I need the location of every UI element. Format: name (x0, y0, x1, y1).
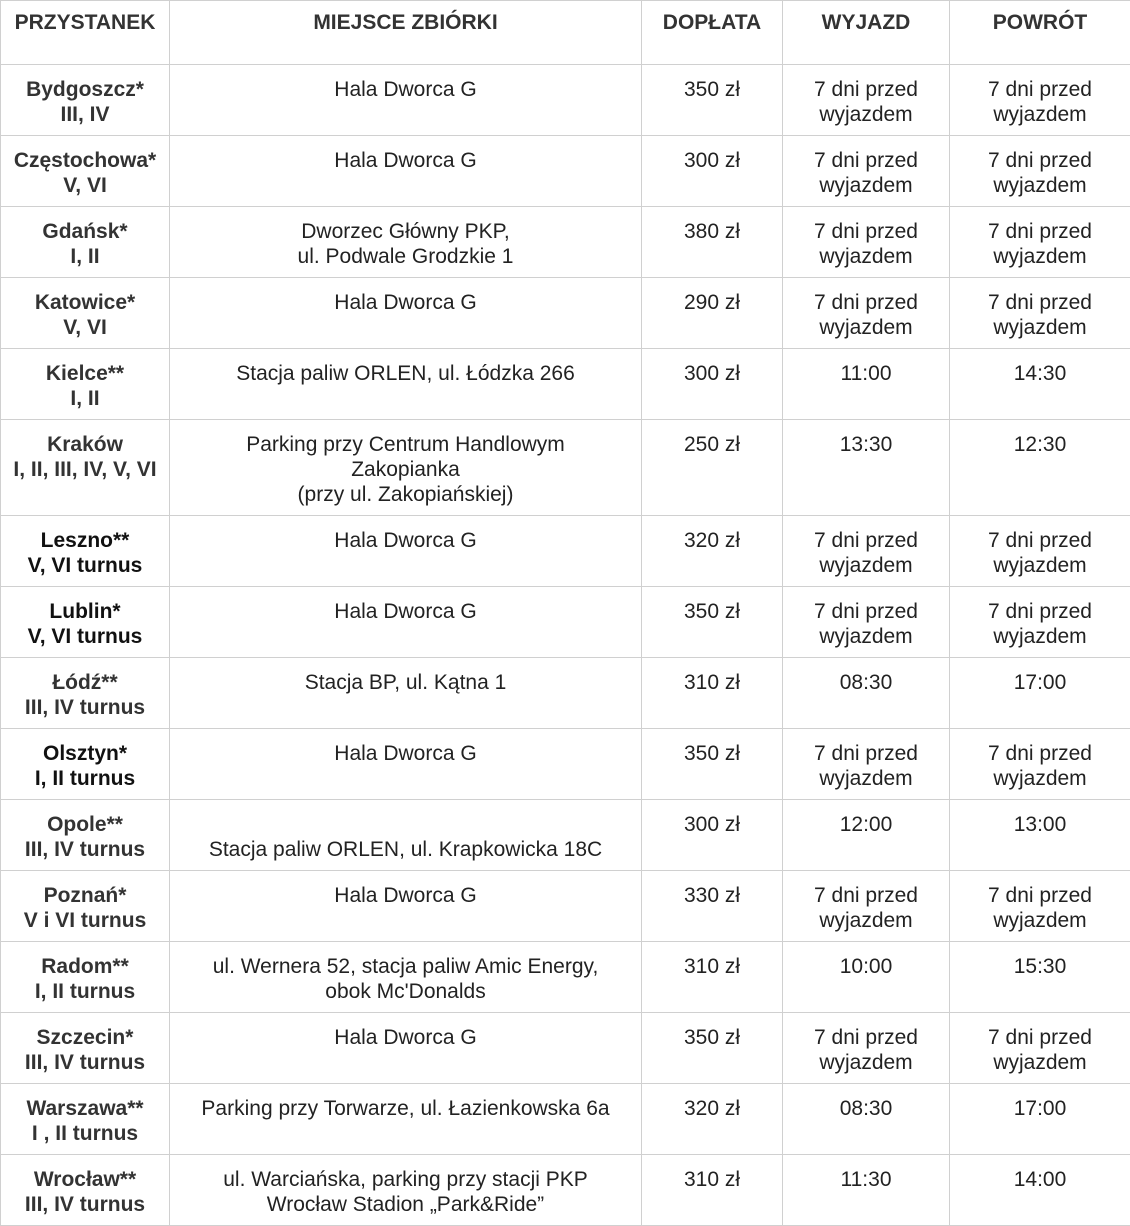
departure-cell-line: wyjazdem (787, 1050, 945, 1075)
return-cell (950, 1084, 1130, 1155)
return-cell (950, 207, 1130, 278)
departure-cell-line: 12:00 (787, 812, 945, 837)
departure-cell (783, 420, 950, 516)
meeting-place-cell (170, 871, 642, 942)
stop-cell-line: V, VI (5, 173, 165, 198)
return-cell (950, 800, 1130, 871)
stop-cell (1, 1155, 170, 1226)
surcharge-cell (642, 65, 783, 136)
surcharge-cell (642, 942, 783, 1013)
meeting-place-cell-line: Stacja paliw ORLEN, ul. Krapkowicka 18C (174, 837, 637, 862)
meeting-place-cell-line: Hala Dworca G (174, 528, 637, 553)
stop-cell-line: Lublin* (5, 599, 165, 624)
stop-cell (1, 800, 170, 871)
return-cell-line: 17:00 (954, 670, 1126, 695)
meeting-place-cell (170, 587, 642, 658)
return-cell (950, 516, 1130, 587)
header-row (1, 1, 1130, 65)
departure-cell-line: 7 dni przed (787, 77, 945, 102)
return-cell-line: 12:30 (954, 432, 1126, 457)
stop-cell-line: Warszawa** (5, 1096, 165, 1121)
table-row (1, 207, 1130, 278)
surcharge-cell-value: 250 zł (646, 432, 778, 457)
return-cell-line: 7 dni przed (954, 883, 1126, 908)
stop-cell (1, 420, 170, 516)
stop-cell-line: III, IV turnus (5, 1192, 165, 1217)
stop-cell-line: III, IV turnus (5, 1050, 165, 1075)
departure-cell-line: wyjazdem (787, 244, 945, 269)
departure-cell (783, 1084, 950, 1155)
return-cell-line: wyjazdem (954, 553, 1126, 578)
meeting-place-cell (170, 349, 642, 420)
table-row (1, 65, 1130, 136)
stop-cell-line: Poznań* (5, 883, 165, 908)
meeting-place-cell (170, 942, 642, 1013)
stop-cell-line: Gdańsk* (5, 219, 165, 244)
table-row (1, 658, 1130, 729)
meeting-place-cell-line: Wrocław Stadion „Park&Ride” (174, 1192, 637, 1217)
header-departure: WYJAZD (783, 1, 950, 65)
return-cell-line: 7 dni przed (954, 741, 1126, 766)
meeting-place-cell (170, 65, 642, 136)
meeting-place-cell (170, 1013, 642, 1084)
departure-cell-line: 7 dni przed (787, 148, 945, 173)
departure-cell-line: 7 dni przed (787, 219, 945, 244)
return-cell (950, 658, 1130, 729)
return-cell (950, 871, 1130, 942)
return-cell (950, 65, 1130, 136)
stop-cell-line: Leszno** (5, 528, 165, 553)
surcharge-cell (642, 729, 783, 800)
surcharge-cell-value: 310 zł (646, 1167, 778, 1192)
surcharge-cell-value: 290 zł (646, 290, 778, 315)
surcharge-cell (642, 1155, 783, 1226)
departure-cell-line: wyjazdem (787, 908, 945, 933)
meeting-place-cell (170, 420, 642, 516)
return-cell-line: 7 dni przed (954, 290, 1126, 315)
departure-cell (783, 207, 950, 278)
stop-cell (1, 278, 170, 349)
meeting-place-cell (170, 729, 642, 800)
table-row (1, 800, 1130, 871)
stop-cell-line: Katowice* (5, 290, 165, 315)
surcharge-cell-value: 350 zł (646, 599, 778, 624)
return-cell-line: 14:00 (954, 1167, 1126, 1192)
table-row (1, 1084, 1130, 1155)
surcharge-cell-value: 310 zł (646, 954, 778, 979)
meeting-place-cell-line: ul. Warciańska, parking przy stacji PKP (174, 1167, 637, 1192)
stop-cell-line: V, VI (5, 315, 165, 340)
departure-cell-line: 7 dni przed (787, 599, 945, 624)
meeting-place-cell (170, 1084, 642, 1155)
meeting-place-cell (170, 800, 642, 871)
return-cell-line: wyjazdem (954, 1050, 1126, 1075)
departure-cell (783, 65, 950, 136)
meeting-place-cell-line: Hala Dworca G (174, 290, 637, 315)
meeting-place-cell (170, 516, 642, 587)
departure-cell-line: 7 dni przed (787, 741, 945, 766)
return-cell-line: wyjazdem (954, 315, 1126, 340)
surcharge-cell-value: 330 zł (646, 883, 778, 908)
table-row (1, 871, 1130, 942)
departure-cell-line: wyjazdem (787, 553, 945, 578)
return-cell-line: 15:30 (954, 954, 1126, 979)
meeting-place-cell-line: ul. Podwale Grodzkie 1 (174, 244, 637, 269)
stop-cell-line: V i VI turnus (5, 908, 165, 933)
meeting-place-cell (170, 278, 642, 349)
meeting-place-cell-line: Parking przy Torwarze, ul. Łazienkowska 6a (174, 1096, 637, 1121)
meeting-place-cell (170, 207, 642, 278)
surcharge-cell-value: 380 zł (646, 219, 778, 244)
table-row (1, 587, 1130, 658)
meeting-place-cell-line: Stacja BP, ul. Kątna 1 (174, 670, 637, 695)
stop-cell-line: I, II turnus (5, 766, 165, 791)
table-row (1, 1013, 1130, 1084)
header-stop: PRZYSTANEK (1, 1, 170, 65)
surcharge-cell-value: 300 zł (646, 148, 778, 173)
meeting-place-cell-line: ul. Wernera 52, stacja paliw Amic Energy, (174, 954, 637, 979)
departure-cell-line: 7 dni przed (787, 528, 945, 553)
departure-cell-line: wyjazdem (787, 315, 945, 340)
meeting-place-cell (170, 1155, 642, 1226)
header-return: POWRÓT (950, 1, 1130, 65)
departure-cell-line: 11:00 (787, 361, 945, 386)
meeting-place-cell (170, 658, 642, 729)
surcharge-cell (642, 136, 783, 207)
surcharge-cell (642, 278, 783, 349)
return-cell (950, 278, 1130, 349)
meeting-place-cell-line: obok Mc'Donalds (174, 979, 637, 1004)
return-cell-line: 13:00 (954, 812, 1126, 837)
stop-cell-line: I, II, III, IV, V, VI (5, 457, 165, 482)
table-body (1, 65, 1130, 1226)
table-row (1, 516, 1130, 587)
surcharge-cell (642, 1013, 783, 1084)
return-cell-line: 7 dni przed (954, 219, 1126, 244)
meeting-place-cell (170, 136, 642, 207)
stop-cell (1, 658, 170, 729)
return-cell (950, 1155, 1130, 1226)
stop-cell (1, 942, 170, 1013)
departure-cell-line: wyjazdem (787, 766, 945, 791)
surcharge-cell (642, 800, 783, 871)
stop-cell-line: III, IV turnus (5, 695, 165, 720)
header-surcharge: DOPŁATA (642, 1, 783, 65)
departure-cell-line: 7 dni przed (787, 1025, 945, 1050)
stop-cell-line: V, VI turnus (5, 624, 165, 649)
stop-cell-line: I, II (5, 244, 165, 269)
return-cell-line: 7 dni przed (954, 528, 1126, 553)
table-row (1, 1155, 1130, 1226)
stop-cell-line: Szczecin* (5, 1025, 165, 1050)
table-row (1, 136, 1130, 207)
stop-cell-line: Wrocław** (5, 1167, 165, 1192)
table-row (1, 349, 1130, 420)
surcharge-cell (642, 871, 783, 942)
departure-cell-line: 7 dni przed (787, 883, 945, 908)
surcharge-cell-value: 350 zł (646, 77, 778, 102)
departure-cell-line: 13:30 (787, 432, 945, 457)
return-cell-line: 14:30 (954, 361, 1126, 386)
departure-cell (783, 800, 950, 871)
return-cell (950, 587, 1130, 658)
departure-cell (783, 658, 950, 729)
stop-cell (1, 207, 170, 278)
meeting-place-cell-line: Hala Dworca G (174, 148, 637, 173)
return-cell-line: 17:00 (954, 1096, 1126, 1121)
meeting-place-cell-line: (przy ul. Zakopiańskiej) (174, 482, 637, 507)
surcharge-cell-value: 320 zł (646, 528, 778, 553)
return-cell-line: wyjazdem (954, 624, 1126, 649)
departure-cell-line: wyjazdem (787, 624, 945, 649)
stop-cell-line: Kraków (5, 432, 165, 457)
meeting-place-cell-line: Hala Dworca G (174, 883, 637, 908)
return-cell-line: 7 dni przed (954, 77, 1126, 102)
surcharge-cell-value: 320 zł (646, 1096, 778, 1121)
surcharge-cell (642, 516, 783, 587)
departure-cell (783, 587, 950, 658)
stop-cell (1, 349, 170, 420)
departure-cell-line: wyjazdem (787, 173, 945, 198)
table-row (1, 729, 1130, 800)
meeting-place-cell-line: Hala Dworca G (174, 599, 637, 624)
meeting-place-cell-line: Zakopianka (174, 457, 637, 482)
stop-cell (1, 587, 170, 658)
table-row (1, 942, 1130, 1013)
surcharge-cell-value: 350 zł (646, 1025, 778, 1050)
return-cell-line: 7 dni przed (954, 1025, 1126, 1050)
stop-cell (1, 65, 170, 136)
return-cell (950, 942, 1130, 1013)
return-cell-line: 7 dni przed (954, 599, 1126, 624)
stop-cell (1, 136, 170, 207)
surcharge-cell-value: 350 zł (646, 741, 778, 766)
departure-cell (783, 942, 950, 1013)
surcharge-cell (642, 587, 783, 658)
departure-cell (783, 278, 950, 349)
departure-cell-line: 7 dni przed (787, 290, 945, 315)
return-cell (950, 349, 1130, 420)
surcharge-cell (642, 207, 783, 278)
stop-cell-line: V, VI turnus (5, 553, 165, 578)
return-cell-line: 7 dni przed (954, 148, 1126, 173)
departure-cell-line: 08:30 (787, 1096, 945, 1121)
stop-cell-line: Kielce** (5, 361, 165, 386)
stop-cell (1, 1084, 170, 1155)
surcharge-cell (642, 658, 783, 729)
stop-cell (1, 1013, 170, 1084)
departure-cell-line: 08:30 (787, 670, 945, 695)
departure-cell-line: 11:30 (787, 1167, 945, 1192)
stop-cell-line: Radom** (5, 954, 165, 979)
stop-cell-line: Łódź** (5, 670, 165, 695)
meeting-place-cell-line: Hala Dworca G (174, 1025, 637, 1050)
return-cell (950, 136, 1130, 207)
surcharge-cell-value: 310 zł (646, 670, 778, 695)
stop-cell-line: III, IV turnus (5, 837, 165, 862)
stop-cell (1, 729, 170, 800)
stop-cell (1, 516, 170, 587)
surcharge-cell-value: 300 zł (646, 812, 778, 837)
meeting-place-cell-line (174, 812, 637, 837)
table-row (1, 420, 1130, 516)
stop-cell (1, 871, 170, 942)
return-cell (950, 420, 1130, 516)
surcharge-cell (642, 1084, 783, 1155)
return-cell-line: wyjazdem (954, 908, 1126, 933)
stop-cell-line: I , II turnus (5, 1121, 165, 1146)
return-cell (950, 1013, 1130, 1084)
stop-cell-line: Opole** (5, 812, 165, 837)
return-cell-line: wyjazdem (954, 102, 1126, 127)
departure-cell (783, 1155, 950, 1226)
meeting-place-cell-line: Stacja paliw ORLEN, ul. Łódzka 266 (174, 361, 637, 386)
departure-cell (783, 871, 950, 942)
departure-cell (783, 1013, 950, 1084)
meeting-place-cell-line: Hala Dworca G (174, 741, 637, 766)
surcharge-cell-value: 300 zł (646, 361, 778, 386)
departure-cell-line: wyjazdem (787, 102, 945, 127)
header-meeting-place: MIEJSCE ZBIÓRKI (170, 1, 642, 65)
return-cell-line: wyjazdem (954, 173, 1126, 198)
departure-cell (783, 136, 950, 207)
stop-cell-line: Częstochowa* (5, 148, 165, 173)
departure-cell-line: 10:00 (787, 954, 945, 979)
stop-cell-line: Bydgoszcz* (5, 77, 165, 102)
departure-cell (783, 516, 950, 587)
stop-cell-line: III, IV (5, 102, 165, 127)
departure-cell (783, 729, 950, 800)
departure-cell (783, 349, 950, 420)
stop-cell-line: I, II turnus (5, 979, 165, 1004)
return-cell-line: wyjazdem (954, 766, 1126, 791)
stop-cell-line: I, II (5, 386, 165, 411)
table-row (1, 278, 1130, 349)
stop-cell-line: Olsztyn* (5, 741, 165, 766)
return-cell (950, 729, 1130, 800)
surcharge-cell (642, 420, 783, 516)
surcharge-cell (642, 349, 783, 420)
return-cell-line: wyjazdem (954, 244, 1126, 269)
meeting-place-cell-line: Parking przy Centrum Handlowym (174, 432, 637, 457)
meeting-place-cell-line: Hala Dworca G (174, 77, 637, 102)
meeting-place-cell-line: Dworzec Główny PKP, (174, 219, 637, 244)
